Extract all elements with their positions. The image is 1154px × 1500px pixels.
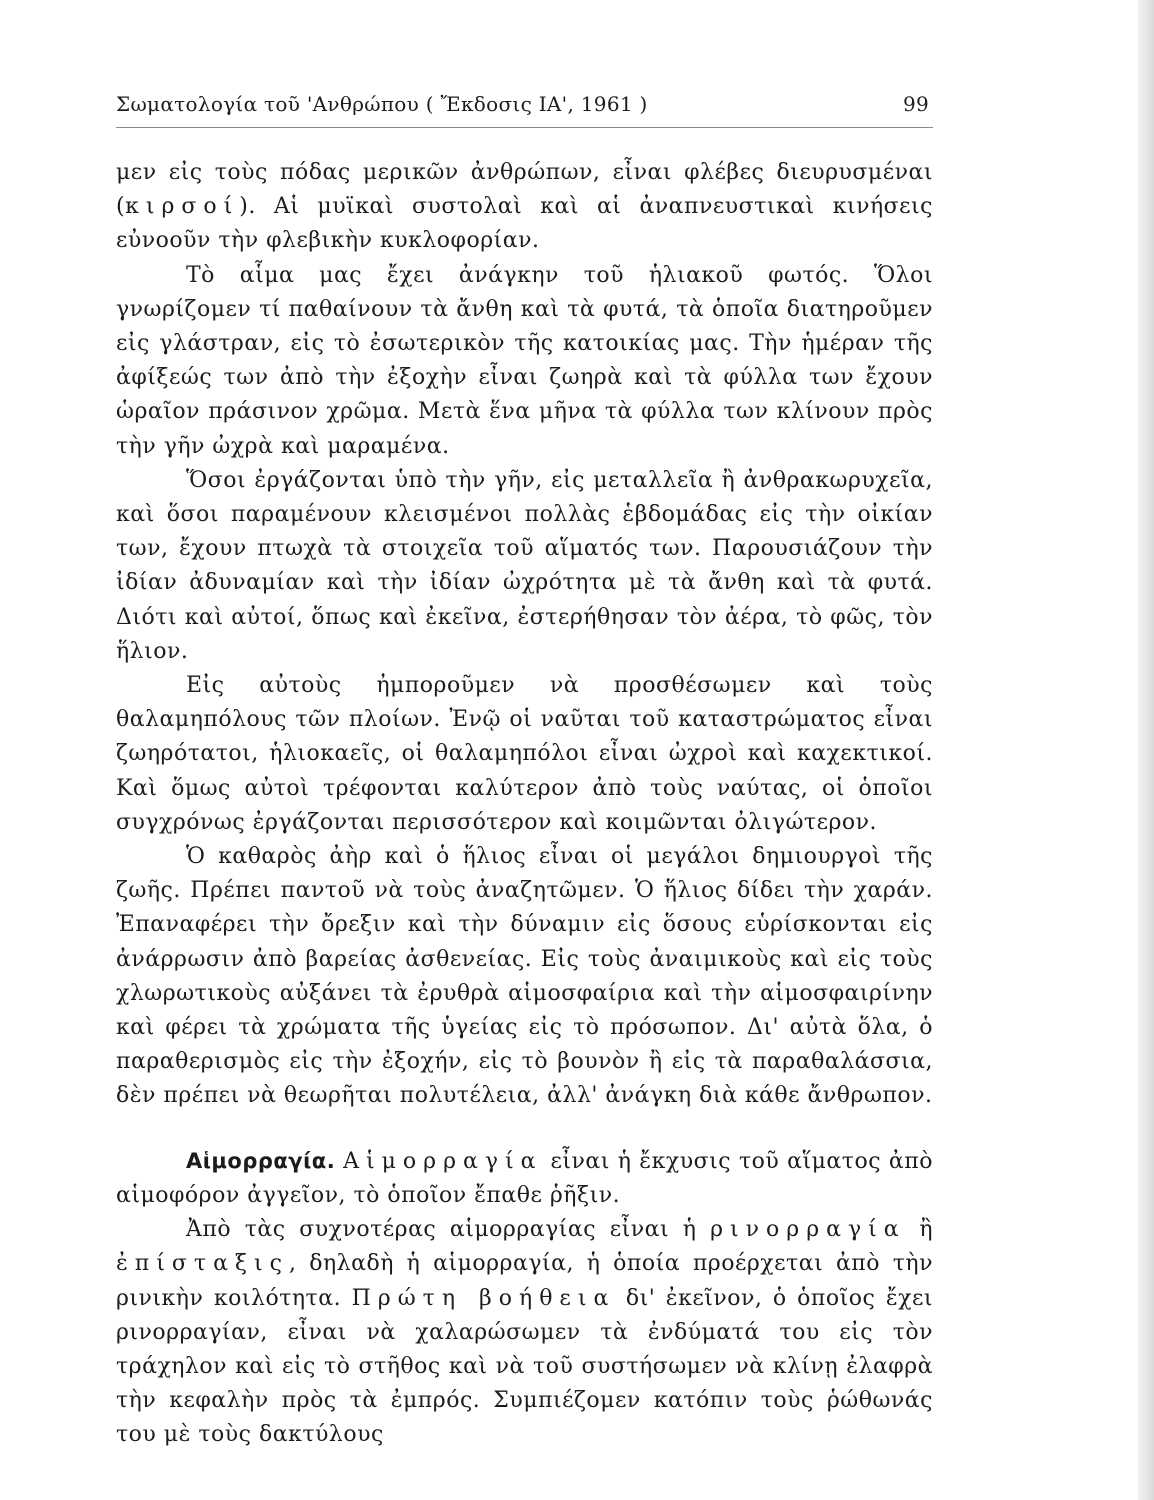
body-text xyxy=(116,156,933,1453)
paragraph-7-text-c: , δηλαδὴ ἡ αἱμορραγία, ἡ ὁποία προέρχεται ἀπὸ τὴν ρινικὴν κοιλότητα. xyxy=(116,1251,933,1311)
paragraph-5: Ὁ καθαρὸς ἀὴρ καὶ ὁ ἥλιος εἶναι οἱ μεγάλοι δημιουργοὶ τῆς ζωῆς. Πρέπει παντοῦ νὰ τοὺς ἀναζητῶμεν. Ὁ ἥλιος δίδει τὴν χαράν. Ἐπαναφέρει τὴν ὄρεξιν καὶ τὴν δύναμιν εἰς ὅσους εὑρίσκονται εἰς ἀνάρρωσιν ἀπὸ βαρείας ἀσθενείας. Εἰς τοὺς ἀναιμικοὺς καὶ εἰς τοὺς χλωρωτικοὺς αὐξάνει τὰ ἐρυθρὰ αἱμοσφαίρια καὶ τὴν αἱμοσφαιρίνην καὶ φέρει τὰ χρώματα τῆς ὑγείας εἰς τὸ πρόσωπον. Δι' αὐτὰ ὅλα, ὁ παραθερισμὸς εἰς τὴν ἐξοχήν, εἰς τὸ βουνὸν ἢ εἰς τὰ παραθαλάσσια, δὲν πρέπει νὰ θεωρῆται πολυτέλεια, ἀλλ' ἀνάγκη διὰ κάθε ἄνθρωπον. xyxy=(116,844,933,1109)
paragraph-7 xyxy=(116,1213,933,1452)
section-heading: Αἱμορραγία. xyxy=(186,1148,336,1173)
paragraph-7-text-b: ἢ xyxy=(919,1217,933,1243)
paragraph-7-spaced-b: ἐπίσταξις xyxy=(116,1251,289,1277)
section-spaced-term: Αἱμορραγία xyxy=(343,1148,543,1174)
paragraph-4: Εἰς αὐτοὺς ἠμποροῦμεν νὰ προσθέσωμεν καὶ τοὺς θαλαμηπόλους τῶν πλοίων. Ἐνῷ οἱ ναῦται τοῦ καταστρώματος εἶναι ζωηρότατοι, ἡλιοκαεῖς, οἱ θαλαμηπόλοι εἶναι ὠχροὶ καὶ καχεκτικοί. Καὶ ὅμως αὐτοὶ τρέφονται καλύτερον ἀπὸ τοὺς ναύτας, οἱ ὁποῖοι συγχρόνως ἐργάζονται περισσότερον καὶ κοιμῶνται ὀλιγώτερον. xyxy=(116,673,933,835)
header-rule xyxy=(116,127,933,128)
section-haemorrhage xyxy=(116,1144,933,1213)
header-title: Σωματολογία τοῦ 'Ανθρώπου ( Ἔκδοσις ΙΑ', 1961 ) xyxy=(116,92,648,116)
paragraph-1-spaced-term: κιρσοί xyxy=(125,194,240,220)
paragraph-7-text-a: Ἀπὸ τὰς συχνοτέρας αἱμορραγίας εἶναι ἡ xyxy=(186,1217,697,1243)
paragraph-3: Ὅσοι ἐργάζονται ὑπὸ τὴν γῆν, εἰς μεταλλεῖα ἢ ἀνθρακωρυχεῖα, καὶ ὅσοι παραμένουν κλεισμένοι πολλὰς ἑβδομάδας εἰς τὴν οἰκίαν των, ἔχουν πτωχὰ τὰ στοιχεῖα τοῦ αἵματός των. Παρουσιάζουν τὴν ἰδίαν ἀδυναμίαν καὶ τὴν ἰδίαν ὠχρότητα μὲ τὰ ἄνθη καὶ τὰ φυτά. Διότι καὶ αὐτοί, ὅπως καὶ ἐκεῖνα, ἐστερήθησαν τὸν ἀέρα, τὸ φῶς, τὸν ἥλιον. xyxy=(116,467,933,664)
page-number: 99 xyxy=(902,92,929,116)
paragraph-7-text-d: δι' ἐκεῖνον, ὁ ὁποῖος ἔχει ρινορραγίαν, εἶναι νὰ χαλαρώσωμεν τὰ ἐνδύματά του εἰς τὸν τράχηλον καὶ εἰς τὸ στῆθος καὶ νὰ τοῦ συστήσωμεν νὰ κλίνῃ ἐλαφρὰ τὴν κεφαλὴν πρὸς τὰ ἐμπρός. Συμπιέζομεν κατόπιν τοὺς ῥώθωνάς του μὲ τοὺς δακτύλους xyxy=(116,1285,933,1448)
section-text: εἶναι ἡ ἔκχυσις τοῦ αἵματος ἀπὸ αἱμοφόρον ἀγγεῖον, τὸ ὁποῖον ἔπαθε ῥῆξιν. xyxy=(116,1148,933,1208)
paragraph-1-text-a: μεν εἰς τοὺς πόδας μερικῶν ἀνθρώπων, εἶναι φλέβες διευρυσμέναι ( xyxy=(116,160,933,220)
page-edge xyxy=(1138,0,1154,1500)
paragraph-7-spaced-c: Πρώτη βοήθεια xyxy=(351,1285,616,1311)
paragraph-1 xyxy=(116,156,933,259)
paragraph-1-text-b: ). Αἱ μυϊκαὶ συστολαὶ καὶ αἱ ἀναπνευστικαὶ κινήσεις εὐνοοῦν τὴν φλεβικὴν κυκλοφορίαν. xyxy=(116,194,933,254)
paragraph-2: Τὸ αἷμα μας ἔχει ἀνάγκην τοῦ ἡλιακοῦ φωτός. Ὅλοι γνωρίζομεν τί παθαίνουν τὰ ἄνθη καὶ τὰ φυτά, τὰ ὁποῖα διατηροῦμεν εἰς γλάστραν, εἰς τὸ ἐσωτερικὸν τῆς κατοικίας μας. Τὴν ἡμέραν τῆς ἀφίξεώς των ἀπὸ τὴν ἐξοχὴν εἶναι ζωηρὰ καὶ τὰ φύλλα των ἔχουν ὡραῖον πράσινον χρῶμα. Μετὰ ἕνα μῆνα τὰ φύλλα των κλίνουν πρὸς τὴν γῆν ὠχρὰ καὶ μαραμένα. xyxy=(116,262,933,459)
paragraph-7-spaced-a: ρινορραγία xyxy=(710,1217,906,1243)
running-header xyxy=(116,92,933,126)
